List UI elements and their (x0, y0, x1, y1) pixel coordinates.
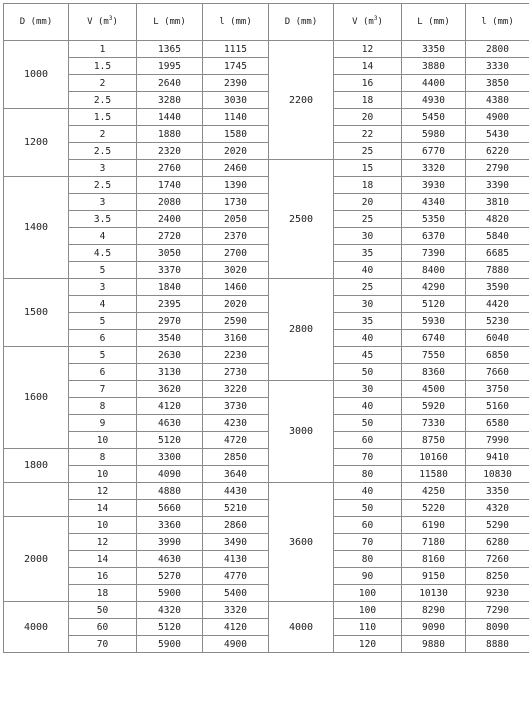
table-row (4, 262, 530, 279)
volume-cell: 12 (69, 483, 137, 500)
table-row (4, 177, 530, 194)
volume-cell: 2 (69, 75, 137, 92)
length-l-cell: 4630 (137, 551, 203, 568)
length-small-l-cell: 2020 (203, 143, 269, 160)
volume-cell: 90 (334, 568, 402, 585)
table-row (4, 126, 530, 143)
table-row (4, 364, 530, 381)
length-small-l-cell: 2590 (203, 313, 269, 330)
volume-cell: 10 (69, 517, 137, 534)
length-small-l-cell: 6850 (466, 347, 530, 364)
length-small-l-cell: 5230 (466, 313, 530, 330)
table-row (4, 41, 530, 58)
volume-cell: 4 (69, 228, 137, 245)
table-row (4, 296, 530, 313)
length-l-cell: 1440 (137, 109, 203, 126)
length-l-cell: 3320 (402, 160, 466, 177)
volume-cell: 70 (69, 636, 137, 653)
length-l-cell: 5450 (402, 109, 466, 126)
length-l-cell: 1995 (137, 58, 203, 75)
table-row (4, 619, 530, 636)
length-small-l-cell: 4380 (466, 92, 530, 109)
length-small-l-cell: 4820 (466, 211, 530, 228)
length-small-l-cell: 2370 (203, 228, 269, 245)
length-l-cell: 5980 (402, 126, 466, 143)
length-small-l-cell: 7990 (466, 432, 530, 449)
volume-cell: 5 (69, 313, 137, 330)
length-small-l-cell: 3390 (466, 177, 530, 194)
length-l-cell: 4930 (402, 92, 466, 109)
length-small-l-cell: 4420 (466, 296, 530, 313)
header-name: L (417, 17, 423, 27)
length-l-cell: 5900 (137, 585, 203, 602)
length-small-l-cell: 3850 (466, 75, 530, 92)
table-row (4, 279, 530, 296)
length-small-l-cell: 2700 (203, 245, 269, 262)
length-small-l-cell: 6685 (466, 245, 530, 262)
table-row (4, 585, 530, 602)
volume-cell: 2.5 (69, 92, 137, 109)
length-small-l-cell: 10830 (466, 466, 530, 483)
volume-cell: 25 (334, 143, 402, 160)
length-l-cell: 3050 (137, 245, 203, 262)
volume-cell: 100 (334, 602, 402, 619)
group-diameter-cell: 2800 (269, 279, 334, 381)
table-row (4, 143, 530, 160)
header-name: D (284, 17, 291, 27)
length-small-l-cell: 3490 (203, 534, 269, 551)
length-small-l-cell: 6280 (466, 534, 530, 551)
volume-cell: 50 (334, 500, 402, 517)
header-unit: (m (362, 17, 374, 27)
length-small-l-cell: 5840 (466, 228, 530, 245)
length-small-l-cell: 6220 (466, 143, 530, 160)
table-row (4, 330, 530, 347)
length-l-cell: 8400 (402, 262, 466, 279)
length-l-cell: 8290 (402, 602, 466, 619)
header-unit: (mm) (164, 17, 186, 27)
volume-cell: 120 (334, 636, 402, 653)
length-l-cell: 2630 (137, 347, 203, 364)
volume-cell: 2.5 (69, 143, 137, 160)
length-l-cell: 3360 (137, 517, 203, 534)
length-l-cell: 2400 (137, 211, 203, 228)
length-small-l-cell: 3320 (203, 602, 269, 619)
length-small-l-cell: 2800 (466, 41, 530, 58)
volume-cell: 60 (334, 432, 402, 449)
column-header (334, 4, 402, 41)
length-l-cell: 2080 (137, 194, 203, 211)
header-name: l (481, 17, 487, 27)
length-small-l-cell: 2790 (466, 160, 530, 177)
length-l-cell: 4500 (402, 381, 466, 398)
volume-cell: 70 (334, 534, 402, 551)
volume-cell: 10 (69, 466, 137, 483)
table-row (4, 636, 530, 653)
length-l-cell: 2320 (137, 143, 203, 160)
table-row (4, 381, 530, 398)
length-small-l-cell: 1390 (203, 177, 269, 194)
group-diameter-cell: 2000 (4, 517, 69, 602)
length-l-cell: 4120 (137, 398, 203, 415)
length-l-cell: 5350 (402, 211, 466, 228)
volume-cell: 14 (69, 551, 137, 568)
length-small-l-cell: 3730 (203, 398, 269, 415)
volume-cell: 5 (69, 347, 137, 364)
header-name: V (87, 17, 93, 27)
length-small-l-cell: 6580 (466, 415, 530, 432)
header-unit-close: ) (377, 17, 383, 27)
length-small-l-cell: 2390 (203, 75, 269, 92)
volume-cell: 3 (69, 279, 137, 296)
group-diameter-cell: 2200 (269, 41, 334, 160)
length-small-l-cell: 2020 (203, 296, 269, 313)
volume-cell: 12 (334, 41, 402, 58)
length-l-cell: 4250 (402, 483, 466, 500)
length-l-cell: 7180 (402, 534, 466, 551)
length-small-l-cell: 5400 (203, 585, 269, 602)
volume-cell: 80 (334, 466, 402, 483)
length-l-cell: 9880 (402, 636, 466, 653)
length-l-cell: 1365 (137, 41, 203, 58)
volume-cell: 12 (69, 534, 137, 551)
length-l-cell: 3350 (402, 41, 466, 58)
length-small-l-cell: 5210 (203, 500, 269, 517)
length-small-l-cell: 8880 (466, 636, 530, 653)
volume-cell: 4.5 (69, 245, 137, 262)
group-diameter-cell: 1000 (4, 41, 69, 109)
length-small-l-cell: 3020 (203, 262, 269, 279)
header-unit: (mm) (428, 17, 450, 27)
length-l-cell: 4090 (137, 466, 203, 483)
volume-cell: 8 (69, 449, 137, 466)
table-row (4, 500, 530, 517)
header-name: l (219, 17, 225, 27)
column-header (69, 4, 137, 41)
volume-cell: 14 (69, 500, 137, 517)
volume-cell: 5 (69, 262, 137, 279)
table-row (4, 109, 530, 126)
header-unit: (mm) (230, 17, 252, 27)
length-small-l-cell: 2460 (203, 160, 269, 177)
length-small-l-cell: 3330 (466, 58, 530, 75)
header-unit: (mm) (492, 17, 514, 27)
volume-cell: 100 (334, 585, 402, 602)
header-unit: (m (97, 17, 109, 27)
table-row (4, 602, 530, 619)
length-small-l-cell: 4720 (203, 432, 269, 449)
length-l-cell: 7330 (402, 415, 466, 432)
length-small-l-cell: 3350 (466, 483, 530, 500)
volume-cell: 3.5 (69, 211, 137, 228)
length-l-cell: 3620 (137, 381, 203, 398)
length-l-cell: 9150 (402, 568, 466, 585)
volume-cell: 9 (69, 415, 137, 432)
volume-cell: 2.5 (69, 177, 137, 194)
specification-table (3, 3, 529, 653)
volume-cell: 45 (334, 347, 402, 364)
header-unit: (mm) (30, 17, 53, 27)
length-l-cell: 4320 (137, 602, 203, 619)
volume-cell: 3 (69, 194, 137, 211)
length-l-cell: 5930 (402, 313, 466, 330)
volume-cell: 30 (334, 296, 402, 313)
group-diameter-cell: 1800 (4, 449, 69, 483)
volume-cell: 16 (69, 568, 137, 585)
length-l-cell: 10130 (402, 585, 466, 602)
length-l-cell: 2760 (137, 160, 203, 177)
table-row (4, 245, 530, 262)
column-header (137, 4, 203, 41)
length-small-l-cell: 3220 (203, 381, 269, 398)
length-l-cell: 5660 (137, 500, 203, 517)
volume-cell: 7 (69, 381, 137, 398)
length-l-cell: 3990 (137, 534, 203, 551)
length-small-l-cell: 3160 (203, 330, 269, 347)
group-diameter-cell: 1500 (4, 279, 69, 347)
volume-cell: 22 (334, 126, 402, 143)
group-diameter-cell: 3000 (269, 381, 334, 483)
group-diameter-cell: 1600 (4, 347, 69, 449)
length-small-l-cell: 5160 (466, 398, 530, 415)
length-small-l-cell: 2850 (203, 449, 269, 466)
length-small-l-cell: 8090 (466, 619, 530, 636)
group-diameter-cell (4, 483, 69, 517)
volume-cell: 60 (334, 517, 402, 534)
length-small-l-cell: 1730 (203, 194, 269, 211)
length-small-l-cell: 4130 (203, 551, 269, 568)
volume-cell: 2 (69, 126, 137, 143)
table-row (4, 517, 530, 534)
volume-cell: 15 (334, 160, 402, 177)
length-l-cell: 5120 (402, 296, 466, 313)
length-l-cell: 4880 (137, 483, 203, 500)
volume-cell: 80 (334, 551, 402, 568)
header-unit: (mm) (295, 17, 318, 27)
volume-cell: 40 (334, 262, 402, 279)
table-row (4, 466, 530, 483)
length-l-cell: 3370 (137, 262, 203, 279)
volume-cell: 1 (69, 41, 137, 58)
length-l-cell: 5120 (137, 619, 203, 636)
volume-cell: 10 (69, 432, 137, 449)
length-small-l-cell: 3590 (466, 279, 530, 296)
table-row (4, 211, 530, 228)
column-header (203, 4, 269, 41)
volume-cell: 40 (334, 398, 402, 415)
volume-cell: 20 (334, 109, 402, 126)
volume-cell: 1.5 (69, 58, 137, 75)
length-small-l-cell: 3750 (466, 381, 530, 398)
length-l-cell: 1880 (137, 126, 203, 143)
length-small-l-cell: 5290 (466, 517, 530, 534)
length-small-l-cell: 4770 (203, 568, 269, 585)
length-small-l-cell: 8250 (466, 568, 530, 585)
header-name: D (19, 17, 26, 27)
length-l-cell: 8160 (402, 551, 466, 568)
length-l-cell: 3930 (402, 177, 466, 194)
length-small-l-cell: 4230 (203, 415, 269, 432)
length-l-cell: 6770 (402, 143, 466, 160)
length-small-l-cell: 1580 (203, 126, 269, 143)
table-row (4, 551, 530, 568)
group-diameter-cell: 4000 (4, 602, 69, 653)
spec-table-container (3, 3, 529, 703)
header-name: L (153, 17, 159, 27)
length-small-l-cell: 7290 (466, 602, 530, 619)
volume-cell: 18 (334, 92, 402, 109)
length-l-cell: 4290 (402, 279, 466, 296)
length-small-l-cell: 1115 (203, 41, 269, 58)
length-small-l-cell: 6040 (466, 330, 530, 347)
table-row (4, 58, 530, 75)
length-small-l-cell: 4900 (466, 109, 530, 126)
length-small-l-cell: 1140 (203, 109, 269, 126)
length-l-cell: 3130 (137, 364, 203, 381)
volume-cell: 25 (334, 279, 402, 296)
length-small-l-cell: 7660 (466, 364, 530, 381)
volume-cell: 50 (334, 415, 402, 432)
table-row (4, 75, 530, 92)
length-l-cell: 11580 (402, 466, 466, 483)
volume-cell: 14 (334, 58, 402, 75)
table-row (4, 160, 530, 177)
group-diameter-cell: 3600 (269, 483, 334, 602)
length-small-l-cell: 7880 (466, 262, 530, 279)
length-l-cell: 8360 (402, 364, 466, 381)
length-l-cell: 5920 (402, 398, 466, 415)
volume-cell: 60 (69, 619, 137, 636)
volume-cell: 18 (334, 177, 402, 194)
table-row (4, 483, 530, 500)
length-l-cell: 3300 (137, 449, 203, 466)
length-small-l-cell: 3640 (203, 466, 269, 483)
header-name: V (352, 17, 358, 27)
table-body (4, 41, 530, 653)
table-row (4, 449, 530, 466)
length-l-cell: 2640 (137, 75, 203, 92)
volume-cell: 70 (334, 449, 402, 466)
group-diameter-cell: 1400 (4, 177, 69, 279)
volume-cell: 1.5 (69, 109, 137, 126)
table-row (4, 398, 530, 415)
length-small-l-cell: 4120 (203, 619, 269, 636)
length-l-cell: 4340 (402, 194, 466, 211)
length-l-cell: 6740 (402, 330, 466, 347)
volume-cell: 110 (334, 619, 402, 636)
length-l-cell: 3880 (402, 58, 466, 75)
length-l-cell: 3540 (137, 330, 203, 347)
column-header (4, 4, 69, 41)
length-small-l-cell: 7260 (466, 551, 530, 568)
volume-cell: 30 (334, 228, 402, 245)
group-diameter-cell: 4000 (269, 602, 334, 653)
table-row (4, 415, 530, 432)
header-unit-exponent: 3 (108, 15, 113, 22)
length-small-l-cell: 1460 (203, 279, 269, 296)
length-l-cell: 8750 (402, 432, 466, 449)
length-small-l-cell: 3030 (203, 92, 269, 109)
header-unit-close: ) (112, 17, 118, 27)
table-row (4, 568, 530, 585)
length-l-cell: 5270 (137, 568, 203, 585)
length-l-cell: 9090 (402, 619, 466, 636)
header-unit-exponent: 3 (373, 15, 378, 22)
table-row (4, 92, 530, 109)
length-small-l-cell: 5430 (466, 126, 530, 143)
volume-cell: 30 (334, 381, 402, 398)
length-l-cell: 2395 (137, 296, 203, 313)
volume-cell: 40 (334, 330, 402, 347)
length-small-l-cell: 9230 (466, 585, 530, 602)
length-small-l-cell: 4320 (466, 500, 530, 517)
length-small-l-cell: 1745 (203, 58, 269, 75)
volume-cell: 50 (69, 602, 137, 619)
volume-cell: 6 (69, 330, 137, 347)
length-l-cell: 6190 (402, 517, 466, 534)
length-small-l-cell: 2860 (203, 517, 269, 534)
length-small-l-cell: 4900 (203, 636, 269, 653)
volume-cell: 20 (334, 194, 402, 211)
table-row (4, 534, 530, 551)
table-row (4, 313, 530, 330)
volume-cell: 4 (69, 296, 137, 313)
length-l-cell: 3280 (137, 92, 203, 109)
volume-cell: 25 (334, 211, 402, 228)
volume-cell: 8 (69, 398, 137, 415)
volume-cell: 40 (334, 483, 402, 500)
volume-cell: 50 (334, 364, 402, 381)
length-l-cell: 4630 (137, 415, 203, 432)
header-row (4, 4, 530, 41)
length-l-cell: 10160 (402, 449, 466, 466)
length-small-l-cell: 2730 (203, 364, 269, 381)
length-l-cell: 7550 (402, 347, 466, 364)
volume-cell: 16 (334, 75, 402, 92)
length-l-cell: 1840 (137, 279, 203, 296)
length-l-cell: 5120 (137, 432, 203, 449)
length-l-cell: 4400 (402, 75, 466, 92)
length-l-cell: 7390 (402, 245, 466, 262)
volume-cell: 35 (334, 245, 402, 262)
length-l-cell: 5900 (137, 636, 203, 653)
length-small-l-cell: 9410 (466, 449, 530, 466)
length-l-cell: 2720 (137, 228, 203, 245)
length-small-l-cell: 3810 (466, 194, 530, 211)
table-row (4, 347, 530, 364)
column-header (466, 4, 530, 41)
length-small-l-cell: 2050 (203, 211, 269, 228)
length-l-cell: 5220 (402, 500, 466, 517)
table-row (4, 432, 530, 449)
volume-cell: 18 (69, 585, 137, 602)
length-l-cell: 2970 (137, 313, 203, 330)
group-diameter-cell: 1200 (4, 109, 69, 177)
table-row (4, 194, 530, 211)
volume-cell: 35 (334, 313, 402, 330)
table-row (4, 228, 530, 245)
length-small-l-cell: 2230 (203, 347, 269, 364)
column-header (269, 4, 334, 41)
volume-cell: 6 (69, 364, 137, 381)
length-l-cell: 1740 (137, 177, 203, 194)
volume-cell: 3 (69, 160, 137, 177)
column-header (402, 4, 466, 41)
length-small-l-cell: 4430 (203, 483, 269, 500)
group-diameter-cell: 2500 (269, 160, 334, 279)
length-l-cell: 6370 (402, 228, 466, 245)
